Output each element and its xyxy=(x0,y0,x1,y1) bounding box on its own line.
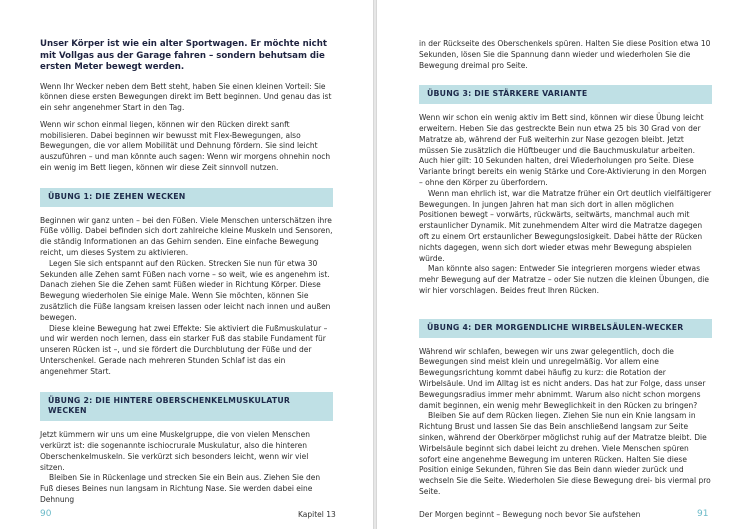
paragraph: Man könnte also sagen: Entweder Sie integrieren morgens wieder etwas mehr Bewegung auf der Matratze – oder Sie nutzen die kleinen Übungen, die wir hier vorschlagen. Beides freut Ihren Rücken. xyxy=(419,264,709,295)
paragraph: Bleiben Sie in Rückenlage und strecken Sie ein Bein aus. Ziehen Sie den Fuß dieses Beines nun langsam in Richtung Nase. Sie werden dabei eine Dehnung xyxy=(40,473,321,504)
running-head: Kapitel 13 xyxy=(298,510,336,519)
intro-paragraph: Unser Körper ist wie ein alter Sportwagen. Er möchte nicht mit Vollgas aus der Garage fahren – sondern behutsam die ersten Meter bewegt werden. xyxy=(40,39,327,72)
exercise-3-heading: ÜBUNG 3: DIE STÄRKERE VARIANTE xyxy=(419,85,712,104)
paragraph: Wenn wir schon einmal liegen, können wir den Rücken direkt sanft mobilisieren. Dabei beginnen wir bewusst mit Flex-Bewegungen, also Bewegungen, die vor allem Mobilität und Dehnung fördern. Sie sind leicht auszuführen – und man könnte auch sagen: Wenn wir morgens ohnehin noch ein wenig im Bett liegen, können wir diese Zeit sinnvoll nutzen. xyxy=(40,119,331,173)
paragraph: in der Rückseite des Oberschenkels spüren. Halten Sie diese Position etwa 10 Sekunden, lösen Sie die Spannung dann wieder und wiederholen Sie die Bewegung dreimal pro Seite. xyxy=(419,39,711,70)
page-number: 90 xyxy=(40,509,52,519)
paragraph: Jetzt kümmern wir uns um eine Muskelgruppe, die von vielen Menschen verkürzt ist: die sogenannte ischiocrurale Muskulatur, also die hinteren Oberschenkelmuskeln. Sie verkürzt sich besonders leicht, wenn wir viel sitzen. xyxy=(40,430,310,472)
page-number: 91 xyxy=(697,509,709,519)
right-page xyxy=(377,0,750,529)
paragraph: Wenn man ehrlich ist, war die Matratze früher ein Ort deutlich vielfältigerer Bewegungen. In jungen Jahren hat man sich dort in allen möglichen Positionen bewegt – vorwärts, rückwärts, seitwärts, manchmal auch mit erstaunlicher Dynamik. Mit zunehmendem Alter wird die Matratze dagegen oft zu einem Ort erstaunlicher Bewegungslosigkeit. Dabei hätte der Rücken nichts dagegen, wenn sich dort wieder etwas mehr Bewegung abspielen würde. xyxy=(419,188,712,263)
paragraph: Während wir schlafen, bewegen wir uns zwar gelegentlich, doch die Bewegungen sind meist klein und unregelmäßig. Vor allem eine Bewegungsrichtung kommt dabei häufig zu kurz: die Rotation der Wirbelsäule. Und im Alltag ist es nicht anders. Das hat zur Folge, dass unser Bewegungsradius immer mehr abnimmt. Warum also nicht schon morgens damit beginnen, ein wenig mehr Beweglichkeit in den Rücken zu bringen? xyxy=(419,346,706,410)
paragraph: Wenn wir schon ein wenig aktiv im Bett sind, können wir diese Übung leicht erweitern. Heben Sie das gestreckte Bein nun etwa 25 bis 30 Grad von der Matratze ab, während der Fuß weiterhin zur Nase gezogen bleibt. Jetzt müssen Sie zusätzlich die Hüftbeuger und die Bauchmuskulatur arbeiten. Auch hier gilt: 10 Sekunden halten, drei Wiederholungen pro Seite. Diese Variante bringt bereits ein wenig Stärke und Core-Aktivierung in den Morgen – ohne den Körper zu überfordern. xyxy=(419,113,707,187)
paragraph: Beginnen wir ganz unten – bei den Füßen. Viele Menschen unterschätzen ihre Füße völlig. Dabei befinden sich dort zahlreiche kleine Muskeln und Sensoren, die ständig Informationen an das Gehirn senden. Eine einfache Bewegung reicht, um dieses System zu aktivieren. xyxy=(40,215,333,258)
running-head: Der Morgen beginnt – Bewegung noch bevor Sie aufstehen xyxy=(419,510,641,519)
left-page-body xyxy=(40,39,333,506)
paragraph: Bleiben Sie auf dem Rücken liegen. Ziehen Sie nun ein Knie langsam in Richtung Brust und lassen Sie das Bein anschließend langsam zur Seite sinken, während der Oberkörper möglichst ruhig auf der Matratze bleibt. Die Wirbelsäule beginnt sich dabei leicht zu drehen. Viele Menschen spüren sofort eine angenehme Bewegung im unteren Rücken. Halten Sie diese Position einige Sekunden, führen Sie das Bein dann wieder zurück und wechseln Sie die Seite. Wiederholen Sie diese Bewegung drei- bis viermal pro Seite. xyxy=(419,411,711,496)
paragraph: Legen Sie sich entspannt auf den Rücken. Strecken Sie nun für etwa 30 Sekunden alle Zehen samt Füßen nach vorne – so weit, wie es angenehm ist. Danach ziehen Sie die Zehen samt Füßen wieder in Richtung Körper. Diese Bewegung wiederholen Sie einige Male. Wenn Sie möchten, können Sie zusätzlich die Füße langsam kreisen lassen oder leicht nach innen und außen bewegen. xyxy=(40,258,331,322)
right-page-body xyxy=(419,39,712,498)
exercise-4-heading: ÜBUNG 4: DER MORGENDLICHE WIRBELSÄULEN-WECKER xyxy=(419,319,712,338)
exercise-1-heading: ÜBUNG 1: DIE ZEHEN WECKEN xyxy=(40,188,333,207)
exercise-2-heading: ÜBUNG 2: DIE HINTERE OBERSCHENKELMUSKULATUR WECKEN xyxy=(40,392,333,422)
paragraph: Wenn Ihr Wecker neben dem Bett steht, haben Sie einen kleinen Vorteil: Sie können diese ersten Bewegungen direkt im Bett beginnen. Und genau das ist ein sehr angenehmer Start in den Tag. xyxy=(40,81,332,113)
left-page xyxy=(0,0,373,529)
paragraph: Diese kleine Bewegung hat zwei Effekte: Sie aktiviert die Fußmuskulatur – und wir werden noch lernen, dass ein starker Fuß das stabile Fundament für unseren Rücken ist –, und sie fördert die Durchblutung der Füße und der Unterschenkel. Gerade nach mehreren Stunden Schlaf ist das ein angenehmer Start. xyxy=(40,323,328,376)
